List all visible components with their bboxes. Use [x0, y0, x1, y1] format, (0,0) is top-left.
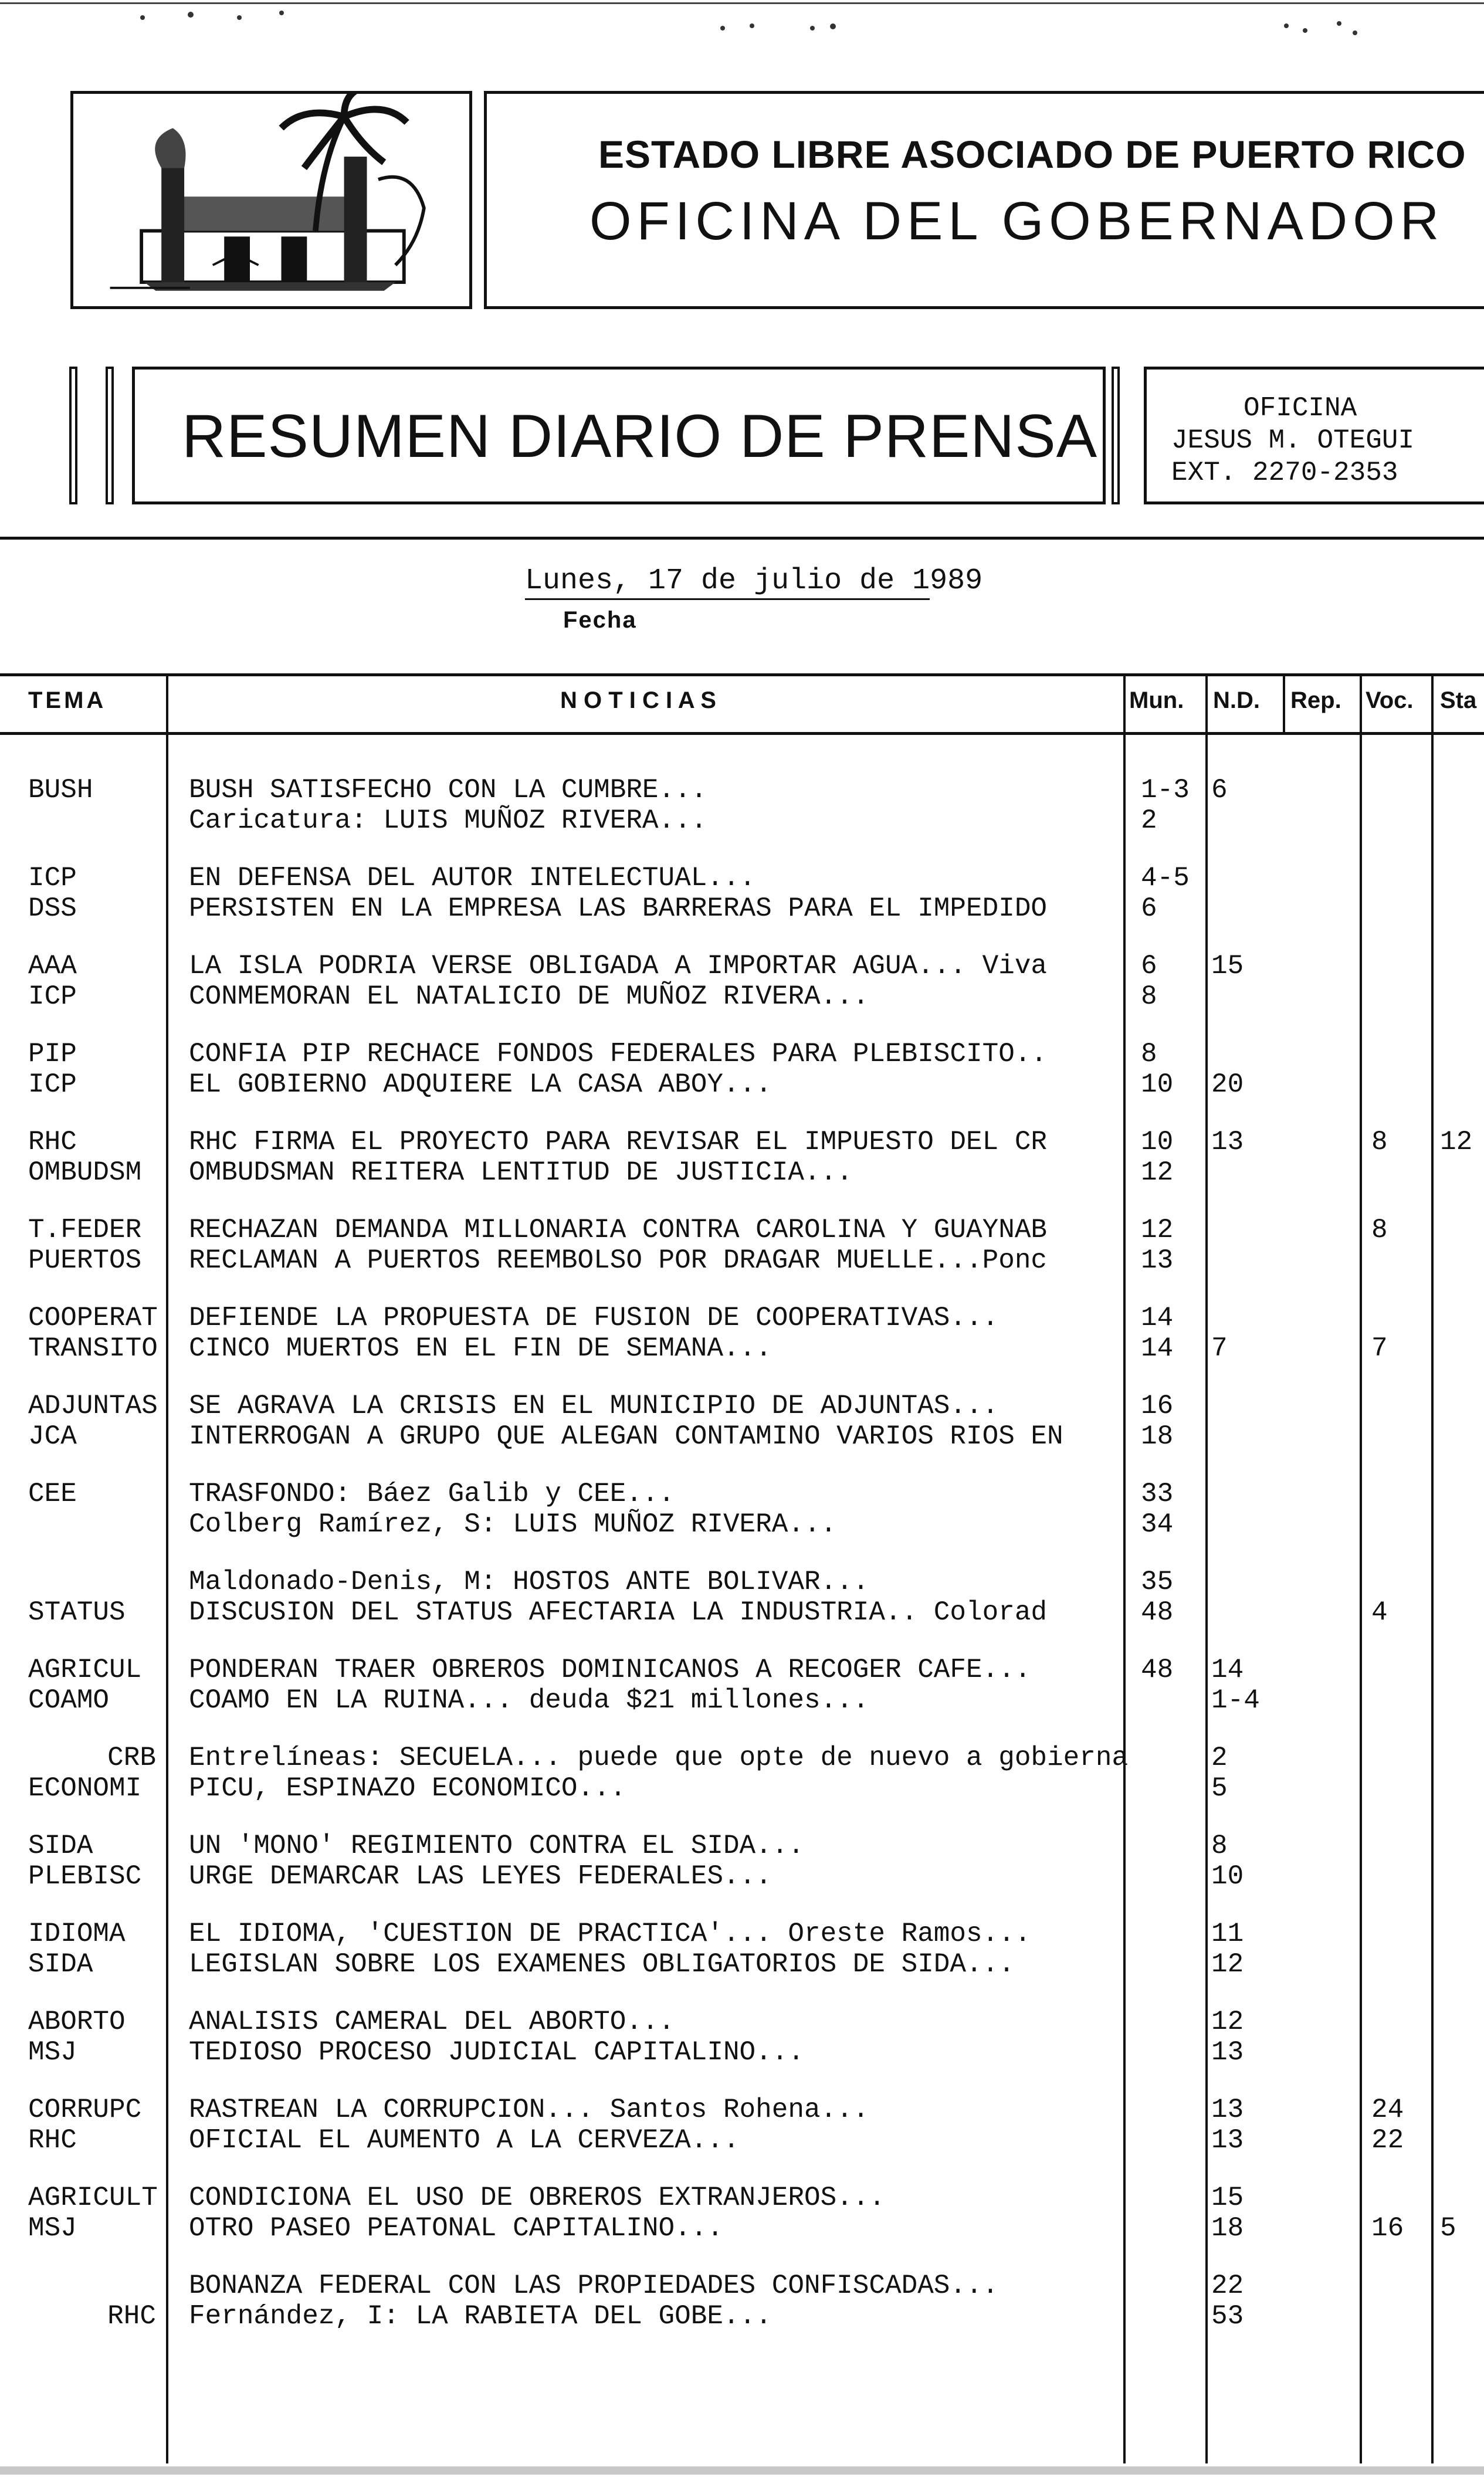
voc-cell: 4: [1371, 1597, 1388, 1628]
column-rule-nd: [1205, 675, 1208, 2463]
noticia-cell: CINCO MUERTOS EN EL FIN DE SEMANA...: [189, 1333, 772, 1364]
noticia-cell: TEDIOSO PROCESO JUDICIAL CAPITALINO...: [189, 2037, 804, 2068]
nd-cell: 53: [1211, 2301, 1244, 2331]
table-header-rule: [0, 732, 1484, 735]
noticia-cell: RECHAZAN DEMANDA MILLONARIA CONTRA CAROLINA Y GUAYNAB: [189, 1215, 1048, 1245]
tema-cell: ICP: [28, 981, 77, 1012]
tema-cell: ICP: [28, 1069, 77, 1100]
office-contact-name: JESUS M. OTEGUI: [1171, 425, 1415, 456]
tema-cell: ABORTO: [28, 2007, 126, 2037]
scan-speckles: [0, 0, 1484, 41]
noticia-cell: INTERROGAN A GRUPO QUE ALEGAN CONTAMINO VARIOS RIOS EN: [189, 1421, 1063, 1452]
office-extension: EXT. 2270-2353: [1171, 458, 1398, 488]
column-header-mun: Mun.: [1129, 687, 1184, 713]
voc-cell: 16: [1371, 2213, 1404, 2244]
nd-cell: 1-4: [1211, 1685, 1260, 1716]
tema-cell: COOPERAT: [28, 1303, 158, 1333]
nd-cell: 13: [1211, 2037, 1244, 2068]
tema-cell: RHC: [28, 2125, 77, 2156]
noticia-cell: BUSH SATISFECHO CON LA CUMBRE...: [189, 775, 707, 805]
noticia-cell: PONDERAN TRAER OBREROS DOMINICANOS A RECOGER CAFE...: [189, 1655, 1031, 1685]
mun-cell: 18: [1141, 1421, 1174, 1452]
mun-cell: 13: [1141, 1245, 1174, 1276]
tema-cell: SIDA: [28, 1949, 93, 1980]
mun-cell: 6: [1141, 893, 1157, 924]
column-header-voc: Voc.: [1366, 687, 1414, 713]
report-date: Lunes, 17 de julio de 1989: [525, 564, 983, 598]
date-underline: [525, 598, 930, 600]
mun-cell: 33: [1141, 1479, 1174, 1509]
nd-cell: 15: [1211, 2183, 1244, 2213]
noticia-cell: URGE DEMARCAR LAS LEYES FEDERALES...: [189, 1861, 772, 1892]
column-rule-voc: [1360, 675, 1362, 2463]
nd-cell: 22: [1211, 2270, 1244, 2301]
voc-cell: 7: [1371, 1333, 1388, 1364]
noticia-cell: PICU, ESPINAZO ECONOMICO...: [189, 1773, 626, 1804]
column-rule-rep: [1283, 675, 1285, 733]
tema-cell: AAA: [28, 951, 77, 981]
column-header-sta: Sta: [1440, 687, 1477, 713]
column-header-nd: N.D.: [1213, 687, 1260, 713]
noticia-cell: EL IDIOMA, 'CUESTION DE PRACTICA'... Oreste Ramos...: [189, 1919, 1031, 1949]
tema-cell: TRANSITO: [28, 1333, 158, 1364]
tema-cell: AGRICULT: [28, 2183, 158, 2213]
mun-cell: 14: [1141, 1303, 1174, 1333]
noticia-cell: Caricatura: LUIS MUÑOZ RIVERA...: [189, 805, 707, 836]
nd-cell: 12: [1211, 1949, 1244, 1980]
tema-cell: PLEBISC: [28, 1861, 142, 1892]
mun-cell: 14: [1141, 1333, 1174, 1364]
tema-cell: CORRUPC: [28, 2095, 142, 2125]
nd-cell: 13: [1211, 2125, 1244, 2156]
mun-cell: 34: [1141, 1509, 1174, 1540]
building-palm-illustration: [73, 94, 469, 306]
tema-cell: OMBUDSM: [28, 1157, 142, 1188]
nd-cell: 15: [1211, 951, 1244, 981]
noticia-cell: Maldonado-Denis, M: HOSTOS ANTE BOLIVAR...: [189, 1567, 869, 1597]
noticia-cell: BONANZA FEDERAL CON LAS PROPIEDADES CONFISCADAS...: [189, 2270, 999, 2301]
tema-cell: JCA: [28, 1421, 77, 1452]
noticia-cell: DEFIENDE LA PROPUESTA DE FUSION DE COOPERATIVAS...: [189, 1303, 999, 1333]
mun-cell: 48: [1141, 1597, 1174, 1628]
voc-cell: 22: [1371, 2125, 1404, 2156]
mun-cell: 10: [1141, 1069, 1174, 1100]
nd-cell: 6: [1211, 775, 1228, 805]
noticia-cell: CONFIA PIP RECHACE FONDOS FEDERALES PARA PLEBISCITO..: [189, 1039, 1048, 1069]
column-rule-mun: [1123, 675, 1126, 2463]
noticia-cell: PERSISTEN EN LA EMPRESA LAS BARRERAS PARA EL IMPEDIDO: [189, 893, 1048, 924]
column-header-tema: TEMA: [28, 687, 107, 713]
top-edge-rule: [0, 2, 1484, 4]
banner-bar-left-2: [106, 367, 114, 504]
government-name: ESTADO LIBRE ASOCIADO DE PUERTO RICO: [598, 133, 1466, 176]
noticia-cell: LEGISLAN SOBRE LOS EXAMENES OBLIGATORIOS DE SIDA...: [189, 1949, 1015, 1980]
nd-cell: 13: [1211, 2095, 1244, 2125]
mun-cell: 35: [1141, 1567, 1174, 1597]
tema-cell: DSS: [28, 893, 77, 924]
mun-cell: 4-5: [1141, 863, 1190, 893]
noticia-cell: OMBUDSMAN REITERA LENTITUD DE JUSTICIA...: [189, 1157, 853, 1188]
noticia-cell: Colberg Ramírez, S: LUIS MUÑOZ RIVERA...: [189, 1509, 837, 1540]
nd-cell: 2: [1211, 1743, 1228, 1773]
noticia-cell: SE AGRAVA LA CRISIS EN EL MUNICIPIO DE ADJUNTAS...: [189, 1391, 999, 1421]
tema-cell: SIDA: [28, 1831, 93, 1861]
tema-cell: ECONOMI: [28, 1773, 142, 1804]
nd-cell: 14: [1211, 1655, 1244, 1685]
sta-cell: 5: [1440, 2213, 1456, 2244]
tema-cell: IDIOMA: [28, 1919, 126, 1949]
noticia-cell: EL GOBIERNO ADQUIERE LA CASA ABOY...: [189, 1069, 772, 1100]
tema-cell: AGRICUL: [28, 1655, 142, 1685]
mun-cell: 1-3: [1141, 775, 1190, 805]
tema-cell: BUSH: [28, 775, 93, 805]
mun-cell: 6: [1141, 951, 1157, 981]
noticia-cell: RECLAMAN A PUERTOS REEMBOLSO POR DRAGAR MUELLE...Ponc: [189, 1245, 1048, 1276]
column-rule-tema: [166, 675, 168, 2463]
mun-cell: 10: [1141, 1127, 1174, 1157]
tema-cell: STATUS: [28, 1597, 126, 1628]
nd-cell: 12: [1211, 2007, 1244, 2037]
tema-cell: COAMO: [28, 1685, 110, 1716]
mun-cell: 12: [1141, 1157, 1174, 1188]
mun-cell: 16: [1141, 1391, 1174, 1421]
tema-cell: CEE: [28, 1479, 77, 1509]
nd-cell: 13: [1211, 1127, 1244, 1157]
tema-cell: T.FEDER: [28, 1215, 142, 1245]
noticia-cell: EN DEFENSA DEL AUTOR INTELECTUAL...: [189, 863, 756, 893]
banner-bar-right: [1112, 367, 1120, 504]
voc-cell: 8: [1371, 1215, 1388, 1245]
column-header-rep: Rep.: [1290, 687, 1341, 713]
noticia-cell: RASTREAN LA CORRUPCION... Santos Rohena...: [189, 2095, 869, 2125]
noticia-cell: OTRO PASEO PEATONAL CAPITALINO...: [189, 2213, 723, 2244]
government-header: [484, 91, 1484, 309]
tema-cell: RHC: [107, 2301, 156, 2331]
column-rule-sta: [1431, 675, 1434, 2463]
nd-cell: 8: [1211, 1831, 1228, 1861]
office-name: OFICINA DEL GOBERNADOR: [589, 191, 1445, 251]
nd-cell: 18: [1211, 2213, 1244, 2244]
date-label: Fecha: [563, 607, 637, 633]
tema-cell: PUERTOS: [28, 1245, 142, 1276]
nd-cell: 11: [1211, 1919, 1244, 1949]
office-label: OFICINA: [1244, 393, 1357, 423]
voc-cell: 8: [1371, 1127, 1388, 1157]
noticia-cell: COAMO EN LA RUINA... deuda $21 millones...: [189, 1685, 869, 1716]
banner-bar-left-1: [69, 367, 77, 504]
tema-cell: MSJ: [28, 2213, 77, 2244]
noticia-cell: OFICIAL EL AUMENTO A LA CERVEZA...: [189, 2125, 740, 2156]
noticia-cell: CONDICIONA EL USO DE OBREROS EXTRANJEROS...: [189, 2183, 885, 2213]
sta-cell: 12: [1440, 1127, 1473, 1157]
column-header-noticias: N O T I C I A S: [560, 687, 716, 713]
noticia-cell: ANALISIS CAMERAL DEL ABORTO...: [189, 2007, 675, 2037]
tema-cell: PIP: [28, 1039, 77, 1069]
noticia-cell: TRASFONDO: Báez Galib y CEE...: [189, 1479, 675, 1509]
nd-cell: 7: [1211, 1333, 1228, 1364]
noticia-cell: UN 'MONO' REGIMIENTO CONTRA EL SIDA...: [189, 1831, 804, 1861]
nd-cell: 5: [1211, 1773, 1228, 1804]
mun-cell: 8: [1141, 1039, 1157, 1069]
noticia-cell: LA ISLA PODRIA VERSE OBLIGADA A IMPORTAR AGUA... Viva: [189, 951, 1048, 981]
nd-cell: 20: [1211, 1069, 1244, 1100]
voc-cell: 24: [1371, 2095, 1404, 2125]
office-contact-box: [1144, 367, 1484, 504]
mun-cell: 12: [1141, 1215, 1174, 1245]
mun-cell: 8: [1141, 981, 1157, 1012]
noticia-cell: CONMEMORAN EL NATALICIO DE MUÑOZ RIVERA...: [189, 981, 869, 1012]
bottom-edge-rule: [0, 2466, 1484, 2475]
noticia-cell: Entrelíneas: SECUELA... puede que opte de nuevo a gobierna: [189, 1743, 1129, 1773]
tema-cell: ICP: [28, 863, 77, 893]
tema-cell: CRB: [107, 1743, 156, 1773]
mun-cell: 2: [1141, 805, 1157, 836]
fortaleza-logo: [70, 91, 472, 309]
noticia-cell: DISCUSION DEL STATUS AFECTARIA LA INDUSTRIA.. Colorad: [189, 1597, 1048, 1628]
mun-cell: 48: [1141, 1655, 1174, 1685]
noticia-cell: RHC FIRMA EL PROYECTO PARA REVISAR EL IMPUESTO DEL CR: [189, 1127, 1048, 1157]
tema-cell: MSJ: [28, 2037, 77, 2068]
section-divider: [0, 537, 1484, 540]
nd-cell: 10: [1211, 1861, 1244, 1892]
table-top-rule: [0, 673, 1484, 676]
banner-title-box: [132, 367, 1106, 504]
tema-cell: RHC: [28, 1127, 77, 1157]
tema-cell: ADJUNTAS: [28, 1391, 158, 1421]
banner-title: RESUMEN DIARIO DE PRENSA: [182, 402, 1098, 470]
noticia-cell: Fernández, I: LA RABIETA DEL GOBE...: [189, 2301, 772, 2331]
